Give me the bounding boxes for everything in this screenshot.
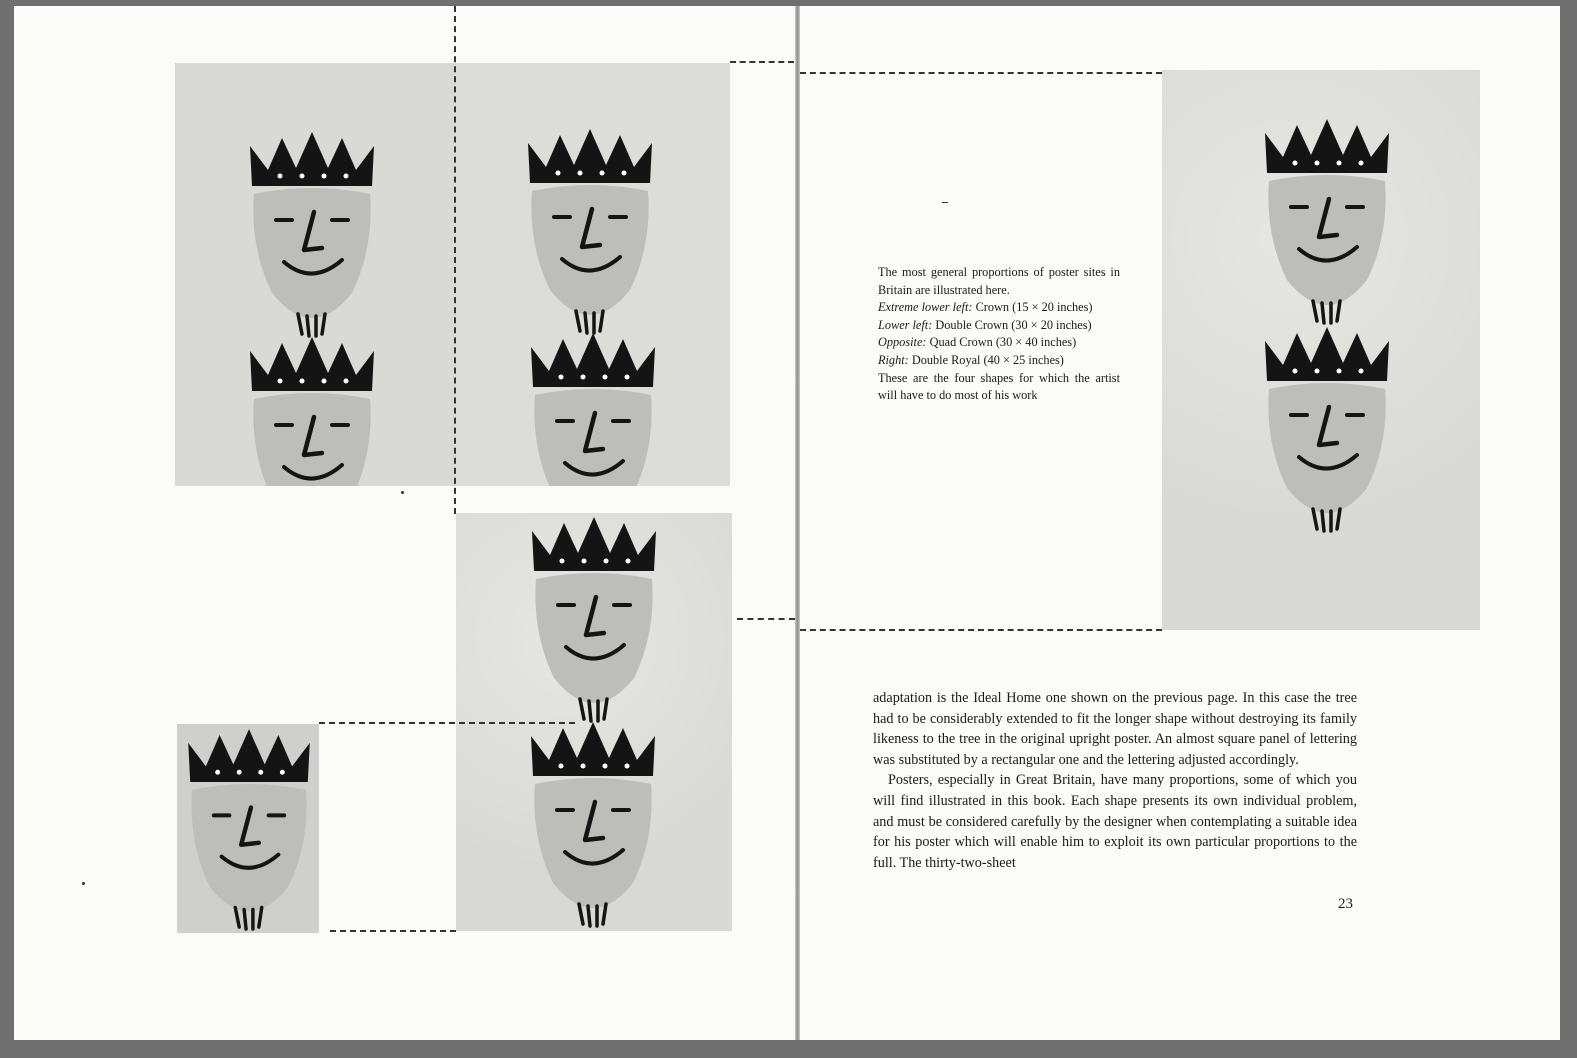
figure-caption xyxy=(878,264,1120,405)
body-paragraph: adaptation is the Ideal Home one shown on the previous page. In this case the tree had to be considerably extended to fit the longer shape without destroying its family likeness to the tree in the original upright poster. An almost square panel of lettering was substituted by a rectangular one and the lettering adjusted accordingly. xyxy=(873,690,1357,768)
caption-item-label: Lower left: xyxy=(878,317,933,332)
crown-illustration xyxy=(177,724,319,933)
caption-item-text: Quad Crown (30 × 40 inches) xyxy=(929,335,1077,350)
body-text xyxy=(873,688,1357,873)
body-paragraph: Posters, especially in Great Britain, have many proportions, some of which you will find illustrated in this book. Each shape presents its own individual problem, and must be considered carefully by the designer when contemplating a suitable idea for his poster which will enable him to exploit its own particular proportions to the full. The thirty-two-sheet xyxy=(873,772,1357,871)
dashed-guide xyxy=(800,72,1162,74)
dashed-guide xyxy=(730,61,794,63)
caption-item-text: Double Royal (40 × 25 inches) xyxy=(911,352,1064,367)
crowned-king-face-icon xyxy=(532,517,656,721)
page-number: 23 xyxy=(1338,896,1353,912)
double-royal-illustration xyxy=(1162,70,1480,630)
caption-item xyxy=(878,299,1120,317)
caption-item xyxy=(878,352,1120,370)
crown-poster xyxy=(177,724,319,933)
crowned-king-face-icon xyxy=(1265,327,1389,531)
book-gutter xyxy=(795,6,800,1040)
caption-item xyxy=(878,317,1120,335)
dashed-guide xyxy=(454,6,456,514)
caption-item-text: Double Crown (30 × 20 inches) xyxy=(935,317,1092,332)
print-speck xyxy=(401,491,404,494)
crowned-king-face-icon xyxy=(1265,119,1389,323)
quad-crown-illustration xyxy=(175,63,730,486)
crowned-king-face-icon xyxy=(531,722,655,926)
crowned-king-face-icon xyxy=(188,729,310,929)
dashed-guide xyxy=(319,722,575,724)
caption-item-label: Opposite: xyxy=(878,335,927,350)
caption-item-label: Right: xyxy=(878,352,909,367)
caption-intro: The most general proportions of poster sites in Britain are illustrated here. xyxy=(878,265,1120,297)
double-royal-poster xyxy=(1162,70,1480,630)
dashed-guide xyxy=(330,930,456,932)
caption-closing: These are the four shapes for which the artist will have to do most of his work xyxy=(878,370,1120,403)
dashed-guide xyxy=(737,618,795,620)
dashed-guide xyxy=(800,629,1162,631)
print-speck xyxy=(942,202,948,203)
caption-item-label: Extreme lower left: xyxy=(878,300,973,315)
print-speck xyxy=(82,882,85,885)
caption-item xyxy=(878,334,1120,352)
caption-item-text: Crown (15 × 20 inches) xyxy=(975,300,1093,315)
quad-crown-poster xyxy=(175,63,730,486)
